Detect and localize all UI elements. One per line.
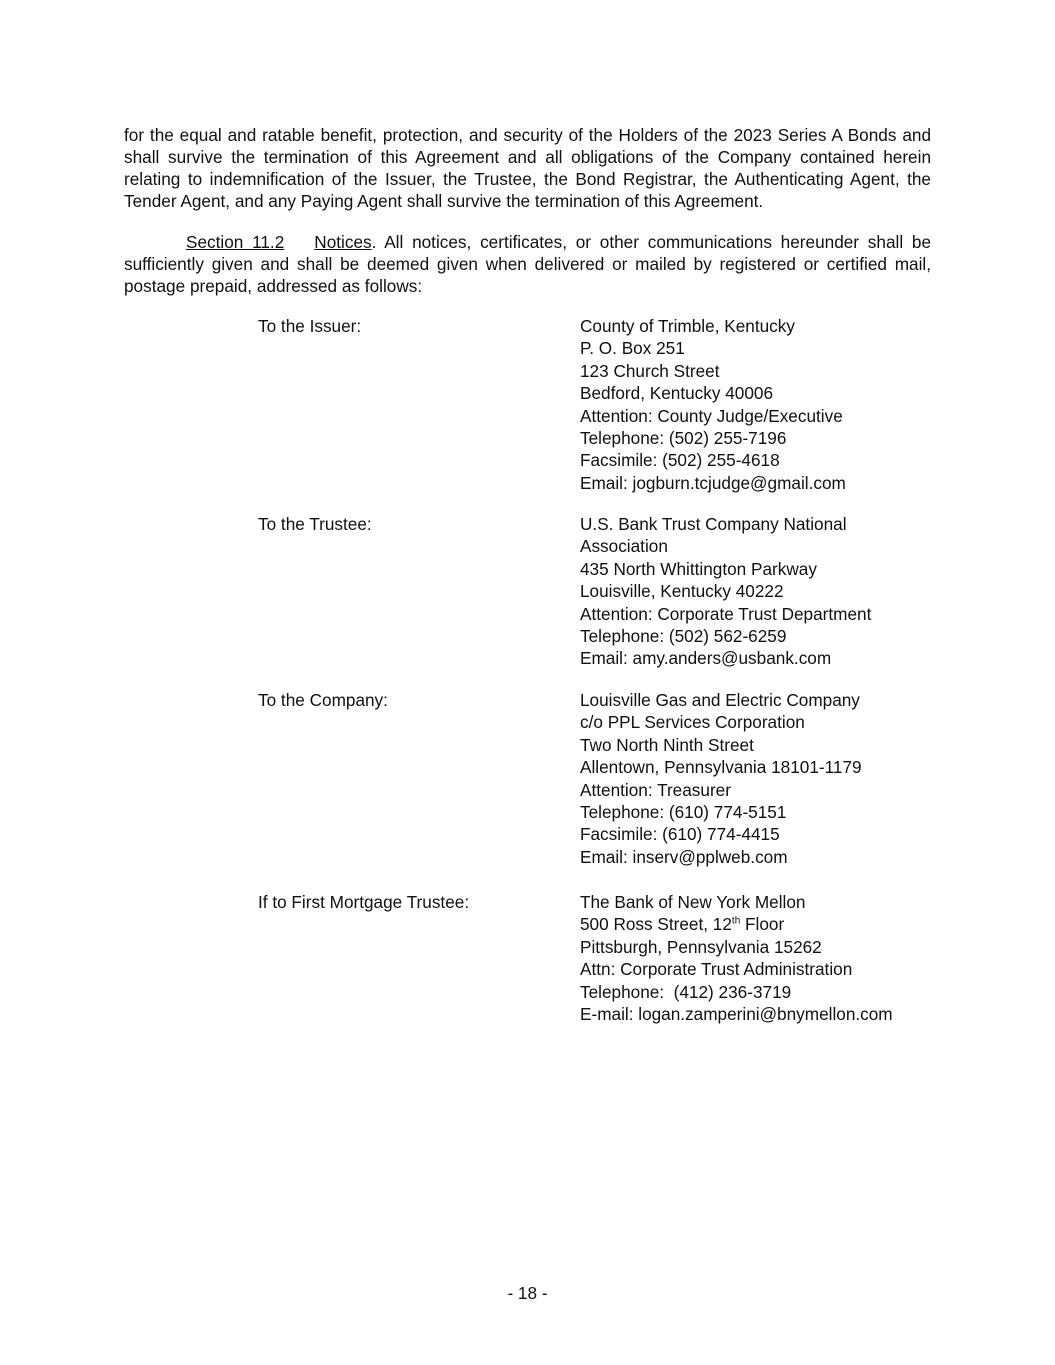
company-address-line: Allentown, Pennsylvania 18101-1179 [580,757,862,778]
trustee-address-line: U.S. Bank Trust Company National [580,514,847,534]
company-address [580,689,862,868]
issuer-address-line: 123 Church Street [580,360,720,381]
issuer-address [580,315,846,494]
company-address-line: c/o PPL Services Corporation [580,712,805,733]
trustee-address-line: Association [580,536,668,557]
notices-body: All notices, certificates, or other communications hereunder shall be sufficiently given and shall be deemed given when delivered or mailed by registered or certified mail, postage prepaid, addressed as follows: [124,232,932,296]
trustee-address-line: Louisville, Kentucky 40222 [580,581,784,602]
page-number: - 18 - [507,1283,548,1303]
fmt-floor-suffix: Floor [740,914,785,935]
notices-heading: Notices [314,232,372,252]
issuer-address-line: Email: jogburn.tcjudge@gmail.com [580,472,846,493]
company-address-line: Louisville Gas and Electric Company [580,690,860,710]
company-address-line: Facsimile: (610) 774-4415 [580,824,780,845]
issuer-address-line: P. O. Box 251 [580,338,685,359]
issuer-address-line: County of Trimble, Kentucky [580,316,795,336]
company-address-line: Attention: Treasurer [580,779,731,800]
intro-paragraph: for the equal and ratable benefit, protection, and security of the Holders of the 2023 Series A Bonds and shall survive the termination of this Agreement and all obligations of the Company contained herein relating to indemnification of the Issuer, the Trustee, the Bond Registrar, the Authenticating Agent, the Tender Agent, and any Paying Agent shall survive the termination of this Agreement. [124,125,931,211]
section-reference: Section 11.2 [186,232,285,252]
fmt-street: 500 Ross Street, 12 [580,914,732,935]
trustee-address-line: Attention: Corporate Trust Department [580,603,872,624]
fmt-address-line: Pittsburgh, Pennsylvania 15262 [580,936,822,957]
trustee-address-line: Telephone: (502) 562-6259 [580,625,787,646]
ordinal-superscript: th [731,915,741,927]
issuer-address-line: Bedford, Kentucky 40006 [580,383,774,404]
fmt-address-line: E-mail: logan.zamperini@bnymellon.com [580,1003,893,1024]
issuer-address-line: Attention: County Judge/Executive [580,405,843,426]
issuer-address-line: Facsimile: (502) 255-4618 [580,450,780,471]
first-mortgage-trustee-label: If to First Mortgage Trustee: [258,892,470,912]
trustee-address-line: 435 North Whittington Parkway [580,558,817,579]
company-address-line: Email: inserv@pplweb.com [580,846,788,867]
fmt-address-line: Telephone: (412) 236-3719 [580,981,792,1002]
company-label: To the Company: [258,690,388,710]
company-address-line: Two North Ninth Street [580,734,754,755]
issuer-address-line: Telephone: (502) 255-7196 [580,427,787,448]
notices-paragraph [124,231,931,297]
notices-heading-punct: . [371,232,377,252]
first-mortgage-trustee-address [580,891,893,1025]
company-address-line: Telephone: (610) 774-5151 [580,801,787,822]
trustee-address [580,513,871,670]
issuer-label: To the Issuer: [258,316,362,336]
fmt-address-line: Attn: Corporate Trust Administration [580,959,853,980]
fmt-address-line: The Bank of New York Mellon [580,892,806,912]
trustee-label: To the Trustee: [258,514,372,534]
fmt-address-line-floor [580,913,893,935]
trustee-address-line: Email: amy.anders@usbank.com [580,648,832,669]
